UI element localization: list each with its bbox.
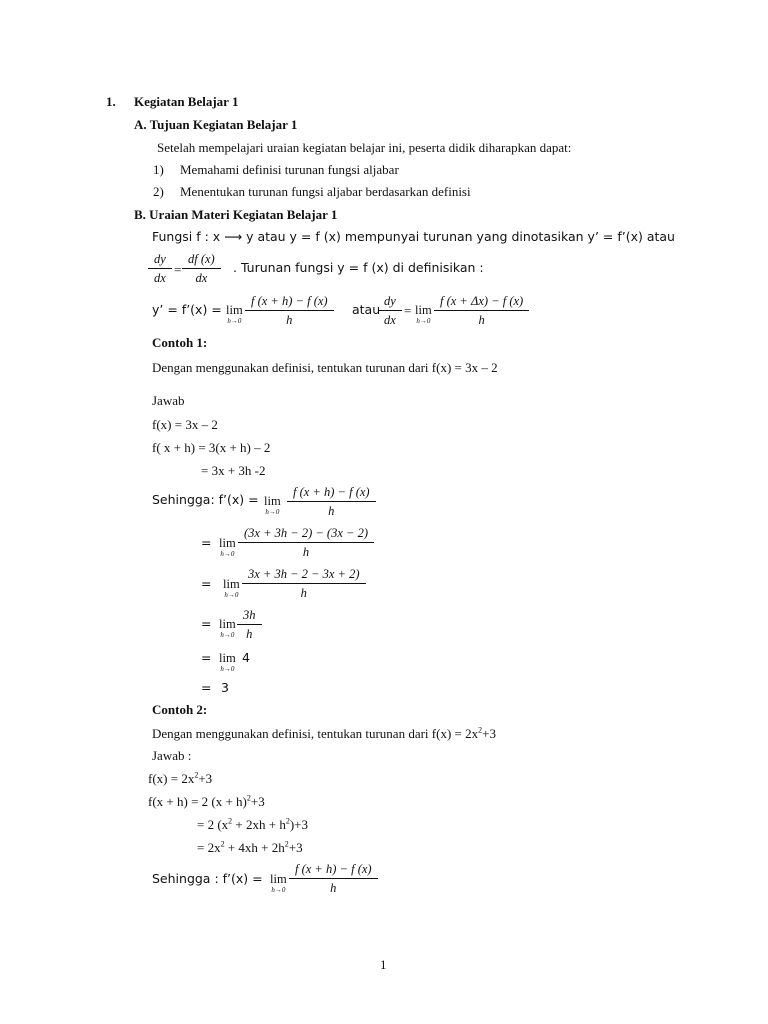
step-1-numerator: f (x + h) − f (x): [293, 485, 370, 499]
definition-numerator: f (x + h) − f (x): [251, 294, 328, 308]
contoh2-denominator: h: [289, 878, 378, 895]
dx-den: dx: [148, 268, 172, 285]
contoh1-sehingga: Sehingga: f’(x) =: [152, 492, 259, 507]
step-3-eq: =: [201, 576, 212, 591]
question-text: Dengan menggunakan definisi, tentukan turunan dari f(x) = 2x: [152, 726, 479, 741]
lim-text: lim: [270, 872, 287, 886]
dfx-den: dx: [182, 268, 221, 285]
contoh2-jawab: Jawab :: [152, 748, 192, 763]
lim-subscript: h→0: [265, 507, 280, 516]
contoh1-heading: Contoh 1:: [152, 335, 208, 350]
contoh1-line-2: f( x + h) = 3(x + h) – 2: [152, 440, 271, 455]
dx-den-2: dx: [378, 310, 402, 327]
step-3-numerator: 3x + 3h − 2 − 3x + 2): [248, 567, 360, 581]
contoh1-jawab: Jawab: [152, 393, 185, 408]
contoh1-step-1-fraction: [290, 486, 373, 517]
contoh1-step-4-fraction: [240, 609, 259, 640]
limit-operator: [219, 618, 236, 639]
section-number: 1.: [106, 94, 116, 109]
step-2-denominator: h: [238, 542, 374, 559]
lim-subscript: h→0: [220, 664, 235, 673]
lim-text: lim: [415, 303, 432, 317]
line-tail: +3: [198, 771, 213, 786]
dy-num: dy: [154, 252, 166, 266]
tujuan-item-1-num: 1): [153, 162, 164, 177]
step-5-eq: =: [201, 650, 212, 665]
limit-operator: [270, 873, 287, 894]
uraian-line1: Fungsi f : x ⟶ y atau y = f (x) mempunyai turunan yang dinotasikan y’ = f’(x) atau: [152, 229, 675, 244]
limit-operator: [223, 578, 240, 599]
contoh2-line-2: [148, 795, 265, 808]
lim-text: lim: [223, 577, 240, 591]
line-tail: )+3: [289, 817, 309, 832]
definition-denominator: h: [245, 310, 334, 327]
eq-sign: =: [174, 262, 182, 277]
definition-fraction: [248, 295, 331, 326]
step-4-denominator: h: [237, 624, 262, 641]
delta-x-denominator: h: [434, 310, 529, 327]
contoh2-line-3: [197, 818, 308, 831]
lim-text: lim: [264, 494, 281, 508]
exponent: 2: [284, 839, 289, 849]
lim-subscript: h→0: [224, 590, 239, 599]
lim-subscript: h→0: [227, 316, 242, 325]
lim-text: lim: [219, 617, 236, 631]
eq-sign-2: =: [404, 303, 412, 318]
definition-lhs: y’ = f’(x) =: [152, 302, 222, 317]
lim-subscript: h→0: [271, 885, 286, 894]
line-text: f(x + h) = 2 (x + h): [148, 794, 247, 809]
step-3-denominator: h: [242, 583, 366, 600]
line-text: + 2xh + h: [232, 817, 286, 832]
step-2-numerator: (3x + 3h − 2) − (3x − 2): [244, 526, 368, 540]
tujuan-item-2-text: Menentukan turunan fungsi aljabar berdasarkan definisi: [180, 184, 471, 199]
tujuan-item-1-text: Memahami definisi turunan fungsi aljabar: [180, 162, 399, 177]
dy-dx-fraction-2: [381, 295, 399, 326]
page-number: 1: [380, 957, 387, 972]
contoh1-question: Dengan menggunakan definisi, tentukan turunan dari f(x) = 3x – 2: [152, 360, 498, 375]
exponent: 2: [478, 725, 483, 735]
contoh2-fraction: [292, 863, 375, 894]
contoh2-line-1: [148, 772, 212, 785]
dy-num-2: dy: [384, 294, 396, 308]
section-title: Kegiatan Belajar 1: [134, 94, 239, 109]
line-text: = 2 (x: [197, 817, 229, 832]
exponent: 2: [194, 770, 199, 780]
uraian-line2: . Turunan fungsi y = f (x) di definisikan :: [233, 260, 484, 275]
step-5-value: 4: [242, 650, 250, 665]
contoh1-step-3-fraction: [245, 568, 363, 599]
contoh1-line-1: f(x) = 3x – 2: [152, 417, 218, 432]
contoh2-sehingga: Sehingga : f’(x) =: [152, 871, 263, 886]
step-6-eq: =: [201, 680, 212, 695]
contoh2-question: [152, 727, 496, 740]
tujuan-item-2-num: 2): [153, 184, 164, 199]
line-tail: +3: [288, 840, 303, 855]
step-4-eq: =: [201, 616, 212, 631]
exponent: 2: [220, 839, 225, 849]
limit-operator: [264, 495, 281, 516]
uraian-heading: B. Uraian Materi Kegiatan Belajar 1: [134, 207, 338, 222]
exponent: 2: [246, 793, 251, 803]
dfx-dx-fraction: [185, 253, 218, 284]
limit-operator: [219, 537, 236, 558]
line-text: = 2x: [197, 840, 221, 855]
contoh2-heading: Contoh 2:: [152, 702, 208, 717]
delta-x-numerator: f (x + Δx) − f (x): [440, 294, 524, 308]
limit-operator: [226, 304, 243, 325]
step-4-numerator: 3h: [243, 608, 256, 622]
atau-text: atau: [352, 302, 381, 317]
limit-operator: [219, 652, 236, 673]
contoh1-step-2-fraction: [241, 527, 371, 558]
contoh2-line-4: [197, 841, 303, 854]
delta-x-fraction: [437, 295, 526, 326]
lim-text: lim: [226, 303, 243, 317]
contoh2-numerator: f (x + h) − f (x): [295, 862, 372, 876]
line-text: + 4xh + 2h: [224, 840, 285, 855]
contoh1-line-3: = 3x + 3h -2: [201, 463, 266, 478]
lim-text: lim: [219, 536, 236, 550]
contoh1-result: 3: [221, 680, 229, 695]
lim-subscript: h→0: [220, 549, 235, 558]
line-tail: +3: [250, 794, 265, 809]
lim-subscript: h→0: [220, 630, 235, 639]
lim-text: lim: [219, 651, 236, 665]
dfx-num: df (x): [188, 252, 215, 266]
step-1-denominator: h: [287, 501, 376, 518]
lim-subscript: h→0: [416, 316, 431, 325]
tujuan-intro: Setelah mempelajari uraian kegiatan belajar ini, peserta didik diharapkan dapat:: [157, 140, 572, 155]
question-tail: +3: [482, 726, 496, 741]
line-text: f(x) = 2x: [148, 771, 195, 786]
exponent: 2: [285, 816, 290, 826]
dy-dx-fraction: [151, 253, 169, 284]
tujuan-heading: A. Tujuan Kegiatan Belajar 1: [134, 117, 298, 132]
limit-operator-2: [415, 304, 432, 325]
exponent: 2: [228, 816, 233, 826]
step-2-eq: =: [201, 535, 212, 550]
